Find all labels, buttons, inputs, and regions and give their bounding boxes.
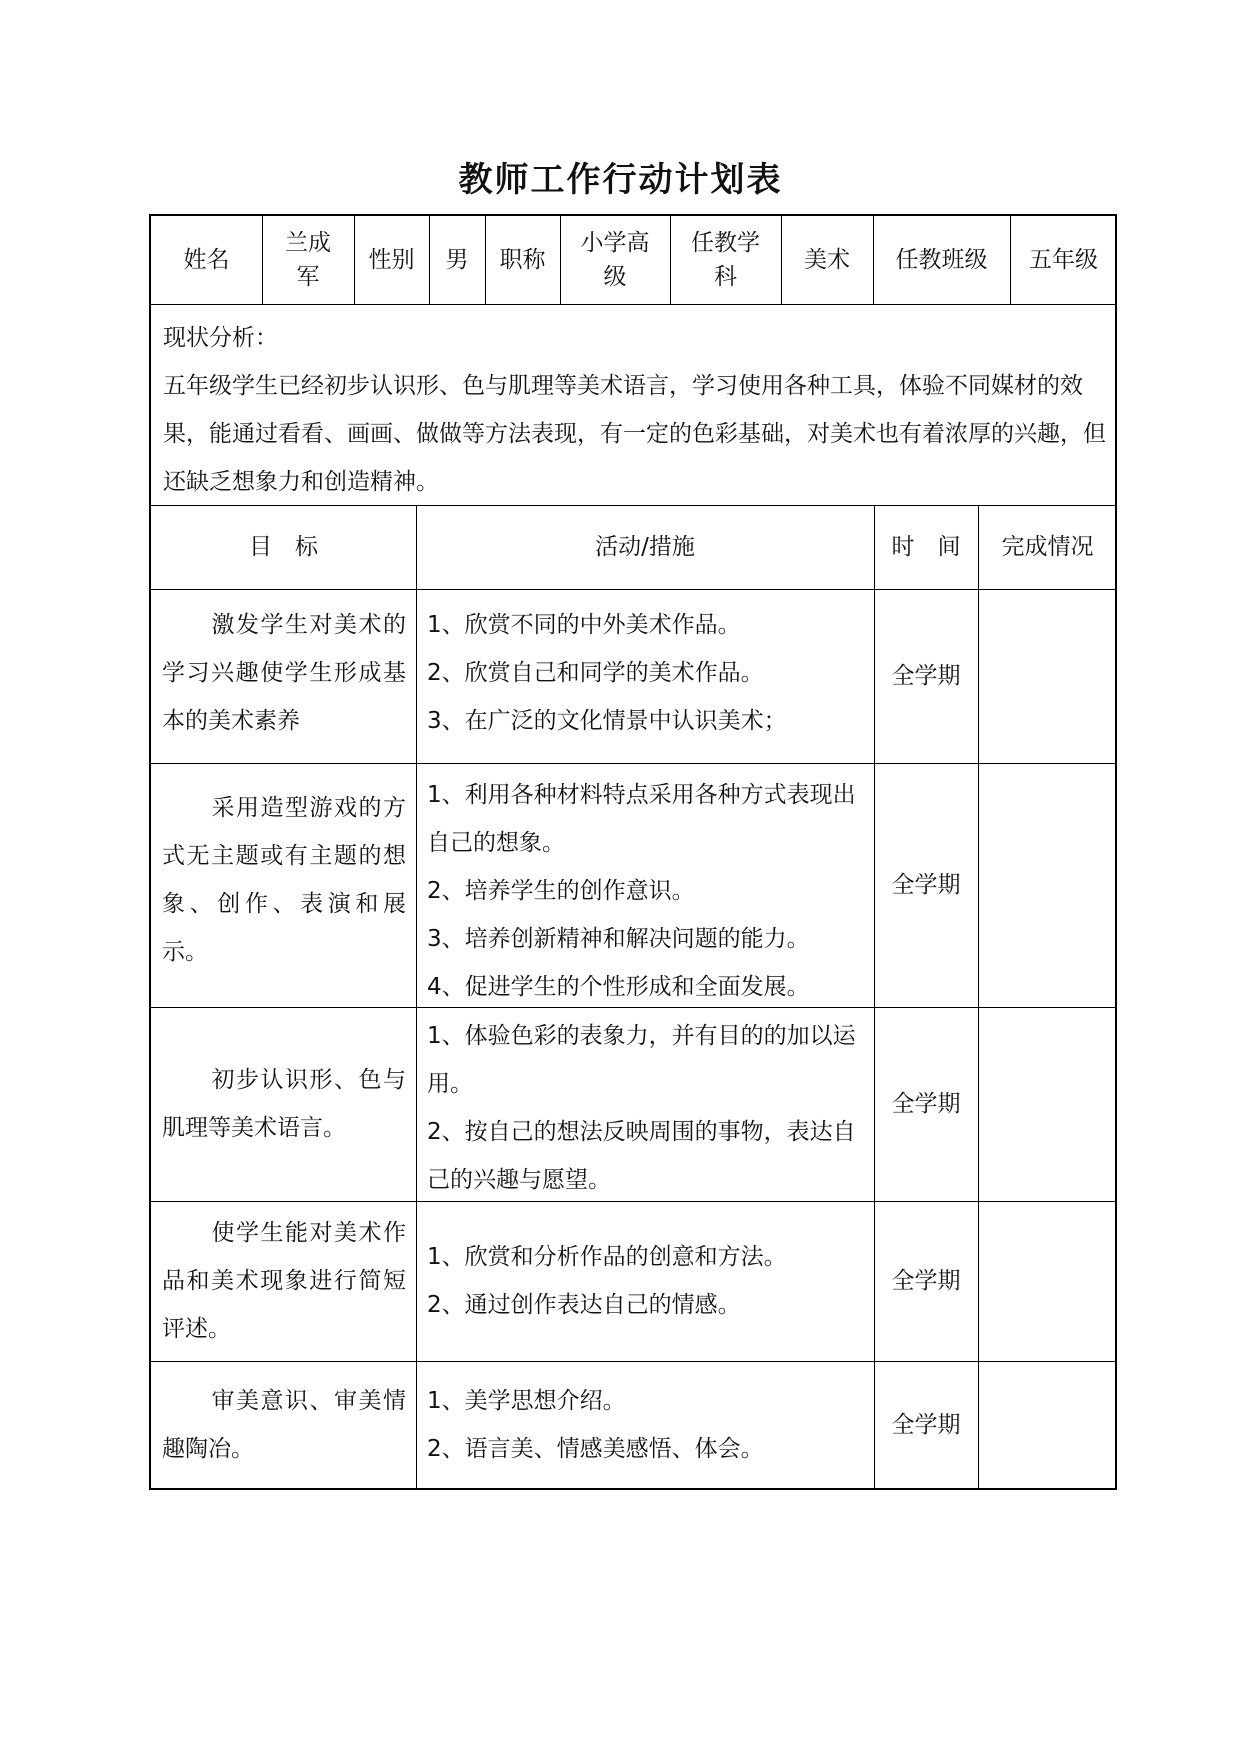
table-row-status: [978, 1007, 1117, 1201]
table-row-goal: 初步认识形、色与肌理等美术语言。: [162, 1067, 406, 1141]
table-row-goal: 使学生能对美术作品和美术现象进行简短评述。: [162, 1220, 406, 1342]
activity-item: 1、体验色彩的表象力，并有目的的加以运用。: [427, 1023, 856, 1097]
activity-item: 2、语言美、情感美感悟、体会。: [427, 1436, 764, 1462]
activity-item: 1、欣赏和分析作品的创意和方法。: [427, 1244, 787, 1270]
plan-table: [149, 214, 1117, 1490]
class-label: 任教班级: [895, 247, 988, 273]
analysis-text: 五年级学生已经初步认识形、色与肌理等美术语言，学习使用各种工具，体验不同媒材的效果，能通过看看、画画、做做等方法表现，有一定的色彩基础，对美术也有着浓厚的兴趣，但还缺乏想象力和创造精神。: [163, 373, 1106, 495]
activity-item: 2、通过创作表达自己的情感。: [427, 1292, 741, 1318]
table-row-goal: 激发学生对美术的学习兴趣使学生形成基本的美术素养: [162, 612, 406, 734]
activity-item: 2、欣赏自己和同学的美术作品。: [427, 660, 764, 686]
table-row-time: 全学期: [891, 1091, 961, 1117]
table-row-goal: 审美意识、审美情趣陶冶。: [162, 1388, 406, 1462]
gender-label: 性别: [368, 247, 415, 273]
column-header-activity: 活动/措施: [595, 534, 695, 560]
analysis-section: [163, 314, 1108, 506]
table-row-time: 全学期: [891, 663, 961, 689]
activity-item: 4、促进学生的个性形成和全面发展。: [427, 974, 810, 1000]
title-value: 小学高 级: [580, 230, 650, 290]
activity-item: 2、培养学生的创作意识。: [427, 878, 695, 904]
activity-item: 1、欣赏不同的中外美术作品。: [427, 612, 741, 638]
table-row-activities: [427, 771, 867, 1011]
class-value: 五年级: [1029, 247, 1098, 273]
activity-item: 2、按自己的想法反映周围的事物，表达自己的兴趣与愿望。: [427, 1119, 856, 1193]
column-header-goal: 目 标: [249, 534, 318, 560]
column-header-status: 完成情况: [1001, 534, 1094, 560]
analysis-heading: 现状分析：: [163, 325, 278, 351]
page-title: 教师工作行动计划表: [458, 160, 783, 200]
table-row-status: [978, 763, 1117, 1007]
table-row-status: [978, 589, 1117, 763]
table-row-time: 全学期: [891, 872, 961, 898]
activity-item: 1、美学思想介绍。: [427, 1388, 626, 1414]
title-label: 职称: [499, 247, 546, 273]
table-row-status: [978, 1201, 1117, 1361]
table-row-status: [978, 1361, 1117, 1489]
table-row-goal: 采用造型游戏的方式无主题或有主题的想象、创作、表演和展示。: [162, 795, 406, 965]
table-row-activities: [427, 601, 867, 745]
activity-item: 3、培养创新精神和解决问题的能力。: [427, 926, 810, 952]
table-row-time: 全学期: [891, 1412, 961, 1438]
name-value: 兰成 军: [285, 230, 331, 290]
table-row-activities: [427, 1377, 867, 1473]
table-row-time: 全学期: [891, 1268, 961, 1294]
gender-value: 男: [445, 247, 469, 273]
subject-label: 任教学 科: [691, 230, 760, 290]
activity-item: 3、在广泛的文化情景中认识美术；: [427, 708, 787, 734]
name-label: 姓名: [183, 247, 230, 273]
table-row-activities: [427, 1012, 867, 1204]
column-header-time: 时 间: [891, 534, 961, 560]
activity-item: 1、利用各种材料特点采用各种方式表现出自己的想象。: [427, 782, 856, 856]
table-row-activities: [427, 1233, 867, 1329]
subject-value: 美术: [804, 247, 850, 273]
